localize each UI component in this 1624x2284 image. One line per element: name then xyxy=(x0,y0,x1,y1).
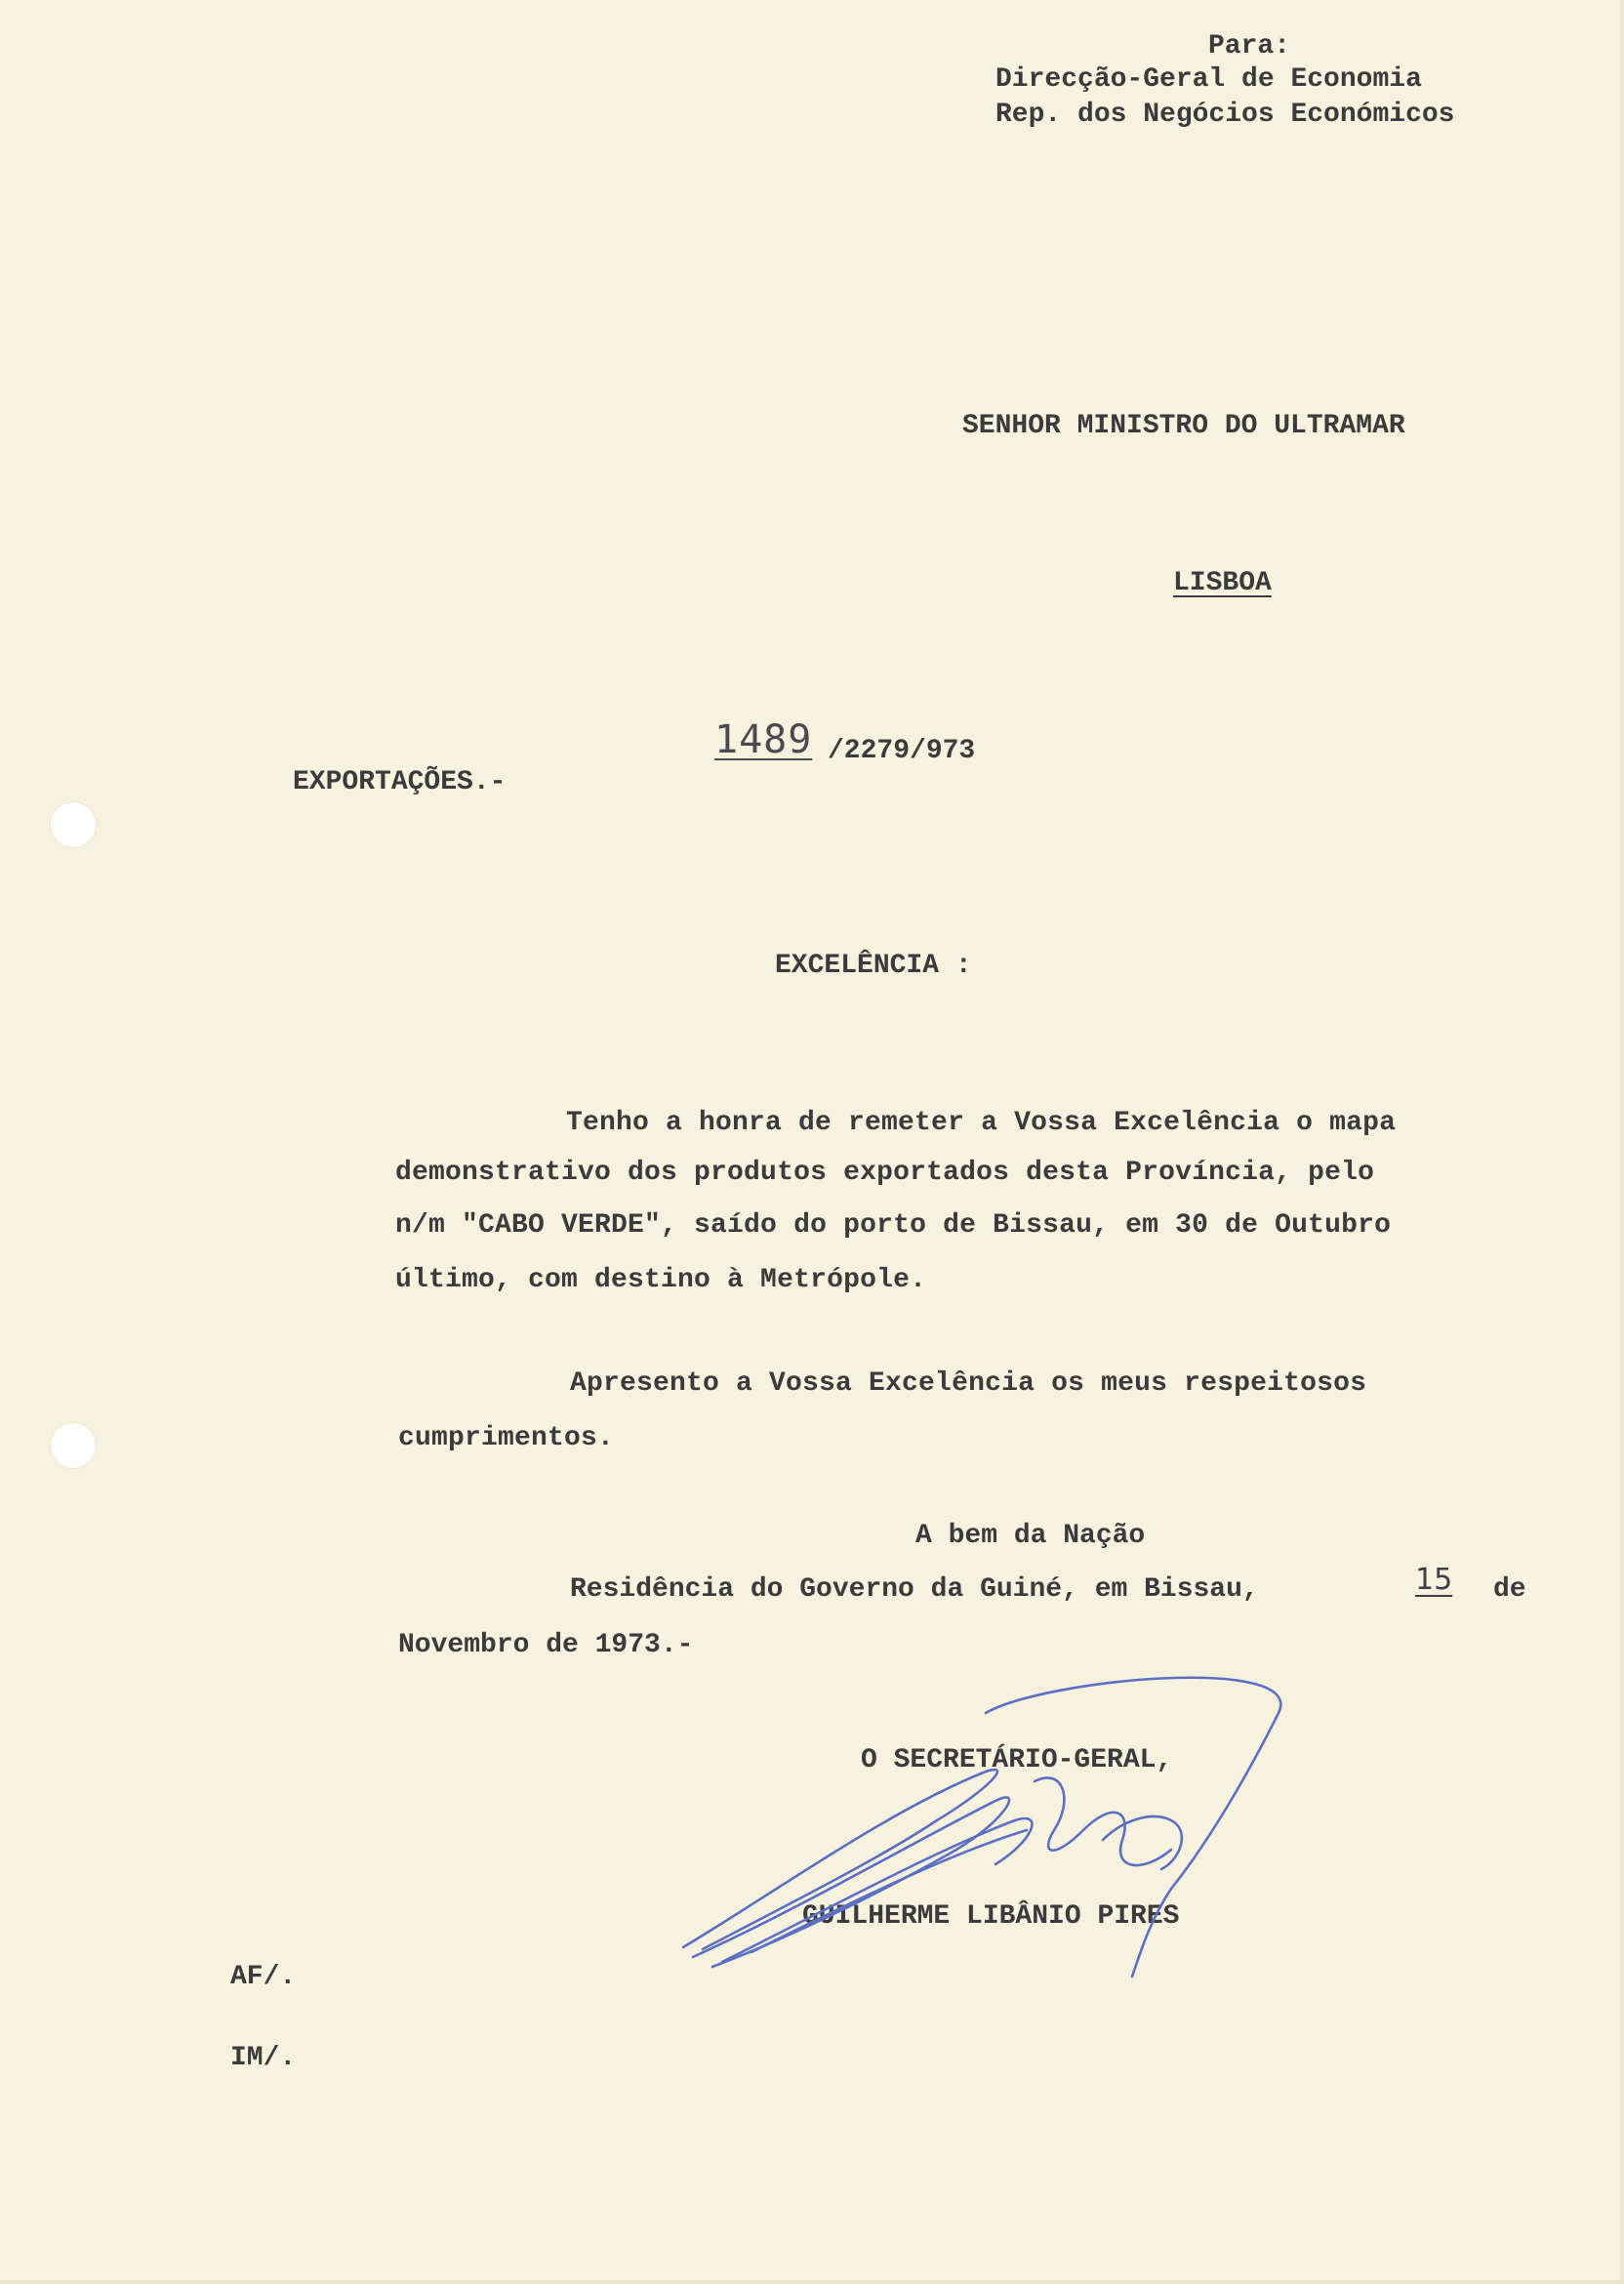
signatory-name: GUILHERME LIBÂNIO PIRES xyxy=(802,1901,1180,1932)
closing-date-line: Novembro de 1973.- xyxy=(398,1630,694,1660)
page-edge-bottom xyxy=(0,2280,1624,2284)
body-p1-line-3: n/m "CABO VERDE", saído do porto de Bissau, em 30 de Outubro xyxy=(395,1210,1392,1241)
punch-hole-top xyxy=(51,802,96,847)
punch-hole-bottom xyxy=(51,1423,96,1468)
subject-line: EXPORTAÇÕES.- xyxy=(293,767,507,797)
salutation: EXCELÊNCIA : xyxy=(775,951,972,981)
page-edge-right xyxy=(1620,0,1624,2284)
stamped-number: 1489 xyxy=(714,717,813,762)
recipient-line-1: Direcção-Geral de Economia xyxy=(995,64,1422,95)
initials-im: IM/. xyxy=(230,2043,297,2073)
closing-place-prefix: Residência do Governo da Guiné, em Bissau, xyxy=(570,1574,1259,1605)
body-p2-line-1: Apresento a Vossa Excelência os meus respeitosos xyxy=(570,1368,1367,1399)
reference-number-suffix: /2279/973 xyxy=(828,736,976,766)
initials-af: AF/. xyxy=(230,1962,297,1992)
signatory-role: O SECRETÁRIO-GERAL, xyxy=(861,1745,1173,1775)
handwritten-day: 15 xyxy=(1415,1563,1453,1597)
addressee-city: LISBOA xyxy=(1173,568,1272,598)
body-p2-line-2: cumprimentos. xyxy=(398,1423,615,1453)
body-p1-line-4: último, com destino à Metrópole. xyxy=(395,1265,927,1295)
closing-place-suffix: de xyxy=(1493,1574,1526,1605)
closing-motto: A bem da Nação xyxy=(915,1521,1146,1551)
addressee-title: SENHOR MINISTRO DO ULTRAMAR xyxy=(962,411,1405,441)
para-label: Para: xyxy=(1208,31,1291,61)
body-p1-line-2: demonstrativo dos produtos exportados desta Província, pelo xyxy=(395,1158,1375,1188)
recipient-line-2: Rep. dos Negócios Económicos xyxy=(995,100,1455,130)
handwritten-signature xyxy=(664,1674,1308,2006)
body-p1-line-1: Tenho a honra de remeter a Vossa Excelência o mapa xyxy=(566,1108,1397,1138)
